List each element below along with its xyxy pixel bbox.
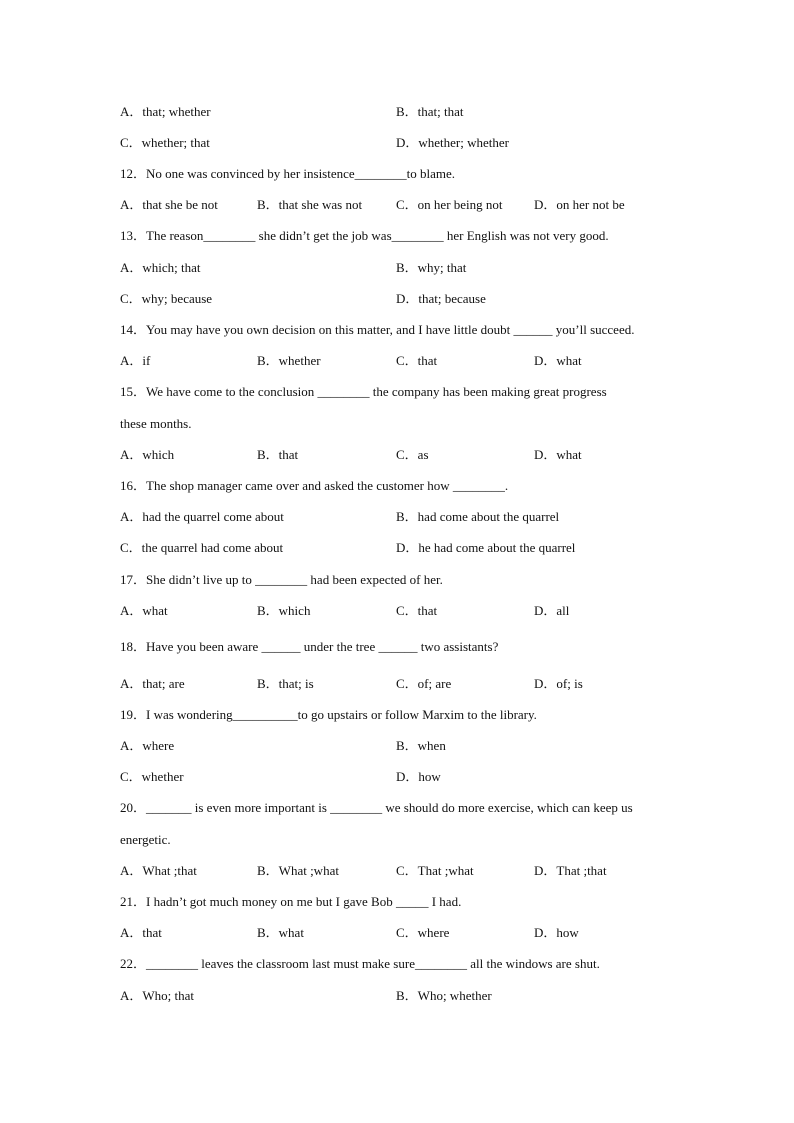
q14-option-a: A．if: [120, 353, 151, 368]
q15-option-d: D．what: [534, 447, 582, 462]
q13-option-a: A．which; that: [120, 260, 201, 275]
q20-stem-line-1: 20．_______ is even more important is ________ we should do more exercise, which can keep us: [120, 800, 633, 815]
q19-stem: 19．I was wondering__________to go upstairs or follow Marxim to the library.: [120, 707, 537, 722]
q11-option-a: A．that; whether: [120, 104, 211, 119]
q11-option-d: D．whether; whether: [396, 135, 509, 150]
q12-option-b: B．that she was not: [257, 197, 363, 212]
q21-option-a: A．that: [120, 925, 162, 940]
q14-option-d: D．what: [534, 353, 582, 368]
q19-option-d: D．how: [396, 769, 441, 784]
q16-option-d: D．he had come about the quarrel: [396, 540, 576, 555]
q22-option-a: A．Who; that: [120, 988, 195, 1003]
q13-option-c: C．why; because: [120, 291, 213, 306]
q21-option-c: C．where: [396, 925, 450, 940]
q12-option-a: A．that she be not: [120, 197, 218, 212]
q15-stem-line-2: these months.: [120, 416, 192, 431]
q20-option-c: C．That ;what: [396, 863, 474, 878]
q16-option-b: B．had come about the quarrel: [396, 509, 560, 524]
q12-option-d: D．on her not be: [534, 197, 625, 212]
q20-option-d: D．That ;that: [534, 863, 607, 878]
q15-stem-line-1: 15．We have come to the conclusion ________ the company has been making great progress: [120, 384, 607, 399]
q19-option-c: C．whether: [120, 769, 184, 784]
q17-option-c: C．that: [396, 603, 438, 618]
q12-stem: 12．No one was convinced by her insistence________to blame.: [120, 166, 456, 181]
q17-stem: 17．She didn’t live up to ________ had been expected of her.: [120, 572, 443, 587]
q15-option-b: B．that: [257, 447, 299, 462]
q14-option-c: C．that: [396, 353, 438, 368]
q16-option-c: C．the quarrel had come about: [120, 540, 284, 555]
q20-option-b: B．What ;what: [257, 863, 339, 878]
q15-option-a: A．which: [120, 447, 175, 462]
q13-stem: 13．The reason________ she didn’t get the job was________ her English was not very good.: [120, 228, 609, 243]
q13-option-b: B．why; that: [396, 260, 467, 275]
q18-stem: 18．Have you been aware ______ under the tree ______ two assistants?: [120, 639, 499, 654]
q19-option-b: B．when: [396, 738, 446, 753]
q21-stem: 21．I hadn’t got much money on me but I gave Bob _____ I had.: [120, 894, 462, 909]
q12-option-c: C．on her being not: [396, 197, 503, 212]
q18-option-c: C．of; are: [396, 676, 452, 691]
q22-stem: 22．________ leaves the classroom last must make sure________ all the windows are shut.: [120, 956, 600, 971]
q22-option-b: B．Who; whether: [396, 988, 492, 1003]
q20-option-a: A．What ;that: [120, 863, 197, 878]
q17-option-d: D．all: [534, 603, 570, 618]
q13-option-d: D．that; because: [396, 291, 486, 306]
q21-option-d: D．how: [534, 925, 579, 940]
q16-stem: 16．The shop manager came over and asked the customer how ________.: [120, 478, 509, 493]
q14-option-b: B．whether: [257, 353, 321, 368]
q11-option-c: C．whether; that: [120, 135, 210, 150]
q18-option-d: D．of; is: [534, 676, 583, 691]
q16-option-a: A．had the quarrel come about: [120, 509, 284, 524]
q14-stem: 14．You may have you own decision on this matter, and I have little doubt ______ you’ll succeed.: [120, 322, 635, 337]
q18-option-a: A．that; are: [120, 676, 185, 691]
q17-option-b: B．which: [257, 603, 311, 618]
q21-option-b: B．what: [257, 925, 304, 940]
q15-option-c: C．as: [396, 447, 429, 462]
q19-option-a: A．where: [120, 738, 175, 753]
q11-option-b: B．that; that: [396, 104, 464, 119]
q20-stem-line-2: energetic.: [120, 832, 171, 847]
q17-option-a: A．what: [120, 603, 168, 618]
q18-option-b: B．that; is: [257, 676, 314, 691]
